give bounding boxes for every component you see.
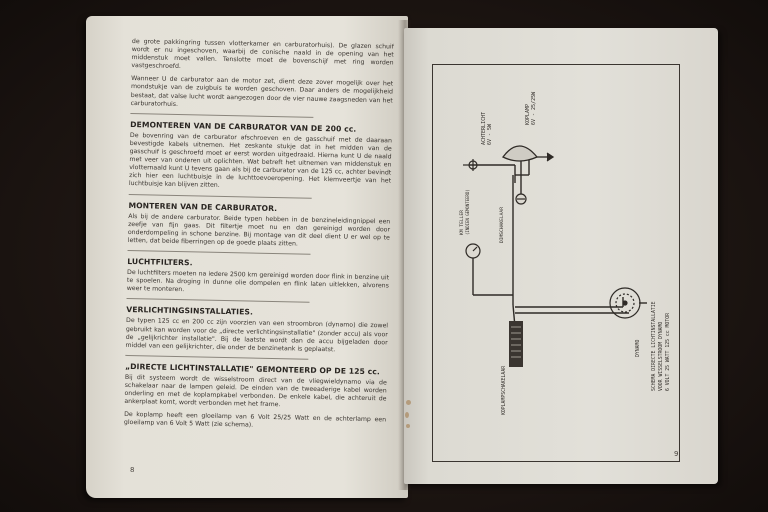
- section-divider: [128, 250, 311, 255]
- km-teller-note: (INDIEN GEMONTEERD): [465, 189, 470, 235]
- section-heading: DEMONTEREN VAN DE CARBURATOR VAN DE 200 cc.: [130, 119, 357, 134]
- closing-paragraph: De koplamp heeft een gloeilamp van 6 Volt 25/25 Watt en de achterlamp een gloeilamp van 6 Volt 5 Watt (zie schema).: [123, 411, 387, 429]
- page-number-left: 8: [130, 466, 135, 474]
- page-number-right: 9: [674, 450, 679, 458]
- section-divider: [127, 298, 310, 303]
- koplamp-spec: 6V - 25/25W: [531, 91, 537, 125]
- wiring-schema-frame: [432, 64, 680, 462]
- rust-stain: [405, 412, 409, 418]
- section-body: De bovenring van de carburator afschroeven en de gasschuif met de daaraan bevestigde kabels uitnemen. Het zeskante stukje dat in het midden van de gasschuif is geschroefd moet er eerst worden uitgedraaid. Hierna kunt U de naald met veer van onderen uit oplichten. Wat betreft het uitnemen van middenstuk en vlotternaald kunt U tevens gaan als bij de carburator van de 125 cc, achter bevindt zich hier een luchtbuisje in de luchttoevoeropening. Het klemveertje van het luchtbuisje kan blijven zitten.: [128, 131, 392, 190]
- rust-stain: [406, 424, 410, 428]
- schema-title-line-1: SCHEMA DIRECTE LICHTINSTALLATIE: [652, 301, 657, 391]
- left-page-text: [124, 38, 394, 438]
- koplampschakelaar-label: KOPLAMPSCHAKELAAR: [502, 365, 507, 415]
- headlamp-symbol: [503, 146, 553, 161]
- section-heading: VERLICHTINGSINSTALLATIES.: [126, 305, 254, 317]
- dim-switch-symbol: [516, 194, 526, 204]
- wiring-diagram: [433, 65, 681, 463]
- intro-paragraph-2: Wanneer U de carburator aan de motor zet, dient deze zover mogelijk over het mondstukje van de zuigbuis te worden geschoven. Daar anders de mogelijkheid bestaat, dat valse lucht wordt aangezogen door de vier nauwe zaagsneden van het carburatorhuis.: [130, 75, 394, 108]
- dimschakelaar-label: DIMSCHAKELAAR: [500, 207, 505, 243]
- section-body: De luchtfilters moeten na iedere 2500 km gereinigd worden door flink in benzine uit te spoelen. Na droging in dunne olie dompelen en flink laten uitlekken, alvorens weer te monteren.: [126, 269, 390, 294]
- section-heading: „DIRECTE LICHTINSTALLATIE" GEMONTEERD OP DE 125 cc.: [125, 361, 380, 377]
- right-page: [404, 28, 718, 484]
- km-teller-label: KM TELLER: [460, 210, 465, 235]
- section-heading: LUCHTFILTERS.: [127, 256, 193, 268]
- headlamp-switch-symbol: [509, 321, 523, 367]
- achterlicht-spec: 6V - 5W: [487, 123, 493, 145]
- km-teller-symbol: [466, 244, 480, 258]
- left-page: [86, 16, 408, 498]
- rust-stain: [406, 400, 411, 405]
- section-divider: [130, 113, 313, 118]
- section-body: De typen 125 cc en 200 cc zijn voorzien van een stroombron (dynamo) die zowel gebruikt kan worden voor de „directe verlichtingsinstallatie" (zonder accu) als voor de „gelijkrichter installatie". Bij de laatste wordt dan de accu bijgeladen door middel van een gelijkrichter, die onder de benzinetank is geplaatst.: [125, 317, 389, 354]
- achterlicht-label: ACHTERLICHT: [481, 111, 487, 145]
- section-body: Als bij de andere carburator. Beide typen hebben in de benzineleidingnippel een zeefje van fijn gaas. Dit filtertje moet nu en dan gereinigd worden door onderdompeling in schone benzine. Bij montage van dit deel dient U er wel op te letten, dat beide fiberringen op de goede plaats zitten.: [127, 212, 391, 248]
- dynamo-label: DYNAMO: [636, 339, 641, 357]
- section-divider: [129, 193, 312, 198]
- schema-title-line-2: VOOR WISSELSTROOM DYNAMO: [659, 321, 664, 391]
- schema-title-line-3: 6 VOLT 25 WATT 125 cc MOTOR: [666, 313, 671, 391]
- section-body: Bij dit systeem wordt de wisselstroom direct van de vliegwieldynamo via de schakelaar naar de lampen geleid. De einden van de tweeaderige kabel worden onderling en met de koplampkabel verbonden. De enkele kabel, die achteruit de ankerplaat komt, wordt verbonden met het frame.: [124, 373, 387, 409]
- intro-paragraph-1: de grote pakkingring tussen vlotterkamer en carburatorhuis). De glazen schuif wordt er nu ingeschoven, waarbij de conische naald in de opening van het middenstuk moet vallen. Tenslotte moet de bovenschijf met ring worden vastgeschroefd.: [131, 38, 394, 71]
- koplamp-label: KOPLAMP: [525, 103, 531, 125]
- section-heading: MONTEREN VAN DE CARBURATOR.: [128, 200, 278, 213]
- section-divider: [125, 355, 308, 360]
